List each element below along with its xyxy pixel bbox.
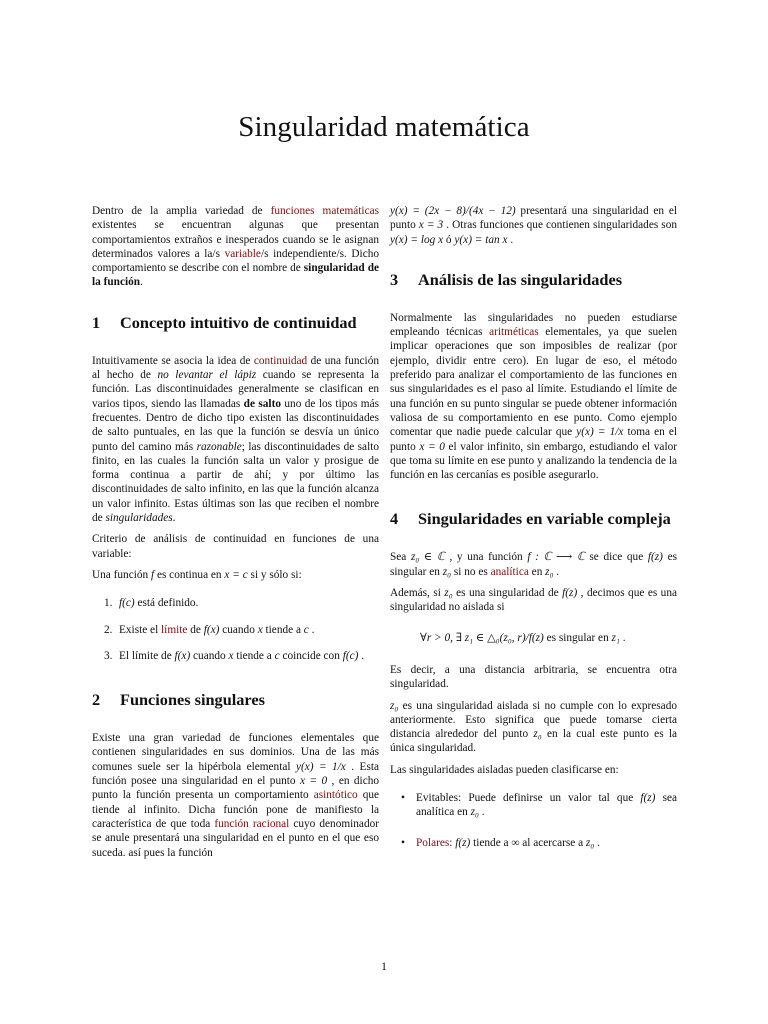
text: coincide con: [279, 649, 343, 662]
section-4-paragraph-3: Es decir, a una distancia arbitraria, se encuentra otra singularidad.: [390, 663, 677, 691]
math: ∀r > 0, ∃ z₁ ∈ △₀(z₀, r)/f(z): [420, 631, 544, 644]
math: f(c): [342, 649, 359, 662]
text: toma en el punto: [390, 426, 677, 453]
text: al acercarse a: [519, 836, 586, 849]
math: y(x) = 1/x: [295, 760, 346, 773]
math: f : ℂ ⟶ ℂ: [527, 551, 585, 564]
text: Existe una gran variedad de funciones elementales que contienen singularidades en sus dominios. Una de las más comunes suele ser la hipérbola elemental: [92, 732, 379, 773]
section-title: Concepto intuitivo de continuidad: [120, 312, 357, 332]
text: , en dicho punto la función presenta un comportamiento: [92, 775, 380, 802]
section-2-paragraph: [92, 731, 379, 860]
page-number: 1: [381, 959, 387, 973]
section-4-paragraph-1: [390, 550, 677, 579]
math: ∞: [511, 836, 520, 849]
section-1-paragraph: [92, 354, 379, 526]
math: z₀ ∈ ℂ: [410, 551, 445, 564]
section-number: 2: [92, 690, 101, 710]
text: de una función al hecho de: [92, 354, 379, 382]
math: z₀: [444, 587, 453, 600]
text: tiende a: [233, 649, 275, 662]
text: cuando se representa la función. Las discontinuidades generalmente se clasifican en varios tipos, siendo las llamadas: [92, 369, 379, 410]
math: z₀: [545, 565, 554, 578]
section-number: 4: [390, 509, 399, 529]
text: Además, si: [390, 587, 445, 600]
math: f(z): [640, 792, 656, 805]
text: .: [308, 623, 315, 636]
link-funcion-racional[interactable]: función racional: [214, 817, 290, 830]
text: en la cual este punto es la única singularidad.: [390, 728, 677, 755]
math: x = c: [224, 568, 248, 581]
text: cuando: [190, 649, 229, 662]
math: z₁: [611, 631, 620, 644]
math: f: [150, 568, 155, 581]
left-column: [92, 204, 379, 867]
section-1-heading: [92, 312, 379, 333]
math: f(c): [119, 597, 135, 610]
math: x = 3: [418, 219, 444, 232]
math: y(x) = 1/x: [576, 426, 624, 439]
section-4-paragraph-4: [390, 699, 677, 756]
math: f(x): [174, 649, 191, 662]
math: f(x): [203, 623, 220, 636]
math: f(z): [455, 836, 471, 849]
link-polares[interactable]: Polares: [416, 836, 450, 849]
bold-term: de salto: [243, 397, 281, 410]
criterion-paragraph: Criterio de análisis de continuidad en funciones de una variable:: [92, 533, 379, 560]
text: Una función: [92, 568, 151, 581]
math: x = 0: [419, 440, 445, 453]
text: .: [478, 806, 485, 819]
math: c: [274, 649, 280, 662]
text: de: [187, 623, 204, 636]
section-title: Funciones singulares: [120, 690, 265, 710]
math: y(x) = (2x − 8)/(4x − 12): [390, 205, 516, 217]
continuity-criteria-list: [92, 596, 379, 663]
text: está definido.: [134, 597, 199, 610]
intro-text: .: [140, 276, 143, 289]
text: si y sólo si:: [247, 568, 302, 581]
link-funciones-matematicas[interactable]: funciones matemáticas: [270, 205, 379, 217]
list-item: [104, 649, 379, 663]
intro-text: Dentro de la amplia variedad de: [92, 205, 271, 217]
text: es una singularidad aislada si no cumple con lo expresado anteriormente. Esto significa que puede tomarse cierta distancia alrededor del punto: [390, 699, 677, 741]
section-2-paragraph-continued: [390, 204, 677, 247]
right-column: [390, 204, 677, 866]
math: z₀: [470, 806, 479, 819]
intro-text: existentes se encuentran algunas que presentan comportamientos extraños e inesperados cuando se le asignan determinados valores a la/s: [92, 219, 379, 260]
text: .: [594, 836, 600, 849]
math: z₀: [585, 836, 595, 849]
link-aritmeticas[interactable]: aritméticas: [489, 326, 539, 339]
text: presentará una singularidad en el punto: [390, 205, 677, 232]
emphasis: no levantar el lápiz: [157, 369, 257, 382]
text: .: [619, 631, 626, 644]
math: c: [303, 623, 309, 636]
list-item: [401, 836, 677, 850]
bullet-icon: •: [401, 836, 405, 849]
text: es singular en: [390, 551, 677, 578]
link-asintotico[interactable]: asintótico: [313, 789, 358, 802]
text: es continua en: [154, 568, 225, 581]
link-continuidad[interactable]: continuidad: [253, 354, 308, 367]
non-isolated-definition: [390, 631, 677, 645]
text: uno de los tipos más frecuentes. Dentro de dicho tipo existen las discontinuidades de salto puntuales, en las que la función se desvía un único punto del camino más: [92, 397, 380, 453]
text: , y una función: [444, 551, 528, 564]
page-title: Singularidad matemática: [238, 111, 530, 143]
text: .: [507, 233, 514, 246]
bullet-icon: •: [401, 792, 405, 805]
text: es singular en: [543, 631, 612, 644]
link-variable[interactable]: variable: [224, 247, 261, 260]
math: x = 0: [299, 775, 328, 788]
text: Existe el: [119, 623, 162, 636]
isolated-singularities-list: [390, 791, 677, 850]
text: en: [528, 565, 546, 578]
text: Evitables: Puede definirse un valor tal que: [416, 792, 641, 805]
text: tiende a: [262, 623, 304, 636]
text: . Otras funciones que contienen singularidades son: [443, 219, 677, 232]
section-4-heading: [390, 508, 677, 529]
text: es una singularidad de: [452, 587, 563, 600]
math: z₀: [390, 699, 399, 712]
text: El límite de: [119, 649, 175, 662]
section-2-heading: [92, 689, 379, 710]
text: Normalmente las singularidades no pueden estudiarse empleando técnicas: [390, 311, 677, 339]
section-title: Singularidades en variable compleja: [418, 509, 671, 529]
text: ; las discontinuidades de salto finito, en las cuales la función salta un valor y prosigue de forma continua a partir de ahí; y por último las discontinuidades de salto infinito, en las que la función alcanza un valor infinito. Estas últimas son las que reciben el nombre de: [92, 440, 379, 525]
text: sea analítica en: [416, 792, 677, 819]
section-4-paragraph-2: [390, 586, 677, 615]
section-number: 3: [390, 269, 399, 289]
text: Intuitivamente se asocia la idea de: [92, 354, 254, 367]
list-number: 2.: [104, 623, 113, 636]
math: x: [228, 649, 234, 662]
text: cuando: [219, 623, 258, 636]
section-3-heading: [390, 269, 677, 290]
text: . Esta función posee una singularidad en el punto: [92, 760, 379, 788]
text: cuyo denominador se anule presentará una singularidad en el punto en el que eso suceda. así pues la función: [92, 817, 380, 859]
list-item: [104, 596, 379, 610]
math: y(x) = tan x: [454, 233, 508, 246]
text: que tiende al infinito. Dicha función pone de manifiesto la característica de que toda: [92, 789, 380, 830]
text: .: [553, 565, 560, 578]
link-limite[interactable]: límite: [161, 623, 188, 636]
math: f(z): [562, 587, 578, 600]
section-title: Análisis de las singularidades: [418, 269, 623, 289]
math: z₀: [442, 565, 452, 578]
section-3-paragraph: [390, 311, 677, 483]
section-number: 1: [92, 312, 101, 332]
math: y(x) = log x: [390, 233, 444, 246]
emphasis: singularidades: [105, 512, 173, 525]
text: Sea: [390, 551, 411, 564]
text: ó: [443, 233, 455, 246]
list-item: [104, 623, 379, 637]
text: :: [449, 836, 456, 849]
text: el valor infinito, sin embargo, estudiando el valor que toma su límite en ese punto y analizando la tendencia de la función en las cercanías es posible asegurarlo.: [390, 440, 677, 482]
text: si no es: [451, 565, 491, 578]
text: se dice que: [584, 551, 648, 564]
intro-text: /s independiente/s. Dicho comportamiento se describe con el nombre de: [92, 247, 380, 275]
text: , decimos que es una singularidad no aislada si: [390, 587, 677, 614]
emphasis: razonable: [196, 440, 242, 453]
list-item: [401, 791, 677, 820]
continuity-condition: [92, 568, 379, 582]
math: z₀: [533, 728, 542, 741]
math: f(z): [647, 551, 663, 564]
intro-paragraph: [92, 204, 379, 290]
list-number: 1.: [104, 597, 113, 610]
math: x: [257, 623, 263, 636]
intro-bold-term: singularidad de la función: [92, 262, 379, 289]
text: .: [172, 512, 176, 525]
text: .: [358, 649, 365, 662]
text: tiende a: [470, 836, 512, 849]
list-number: 3.: [104, 649, 113, 662]
section-4-paragraph-5: Las singularidades aisladas pueden clasificarse en:: [390, 763, 619, 776]
text: elementales, ya que suelen implicar operaciones que son imposibles de realizar (por ejemplo, dividir entre cero). En lugar de eso, el método preferido para analizar el comportamiento de las funciones en sus singularidades es el paso al límite. Estudiando el límite de una función en su punto singular se puede obtener información valiosa de su comportamiento en ese punto. Como ejemplo comentar que nadie puede calcular que: [390, 326, 678, 439]
link-analitica[interactable]: analítica: [490, 565, 529, 578]
